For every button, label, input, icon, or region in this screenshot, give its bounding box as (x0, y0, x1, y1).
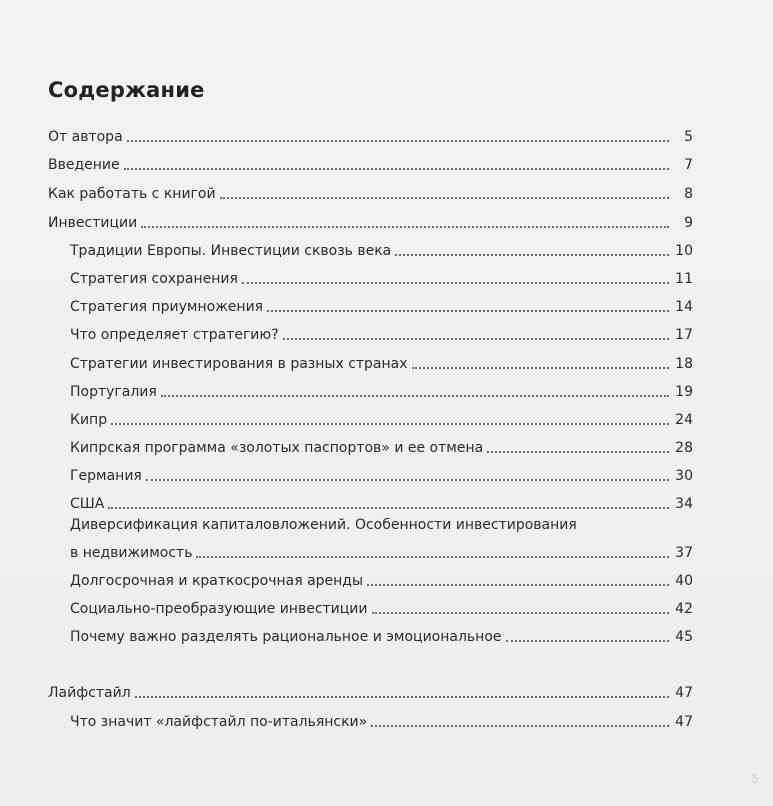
toc-entry-page: 30 (675, 468, 693, 484)
toc-entry-title: Лайфстайл (48, 685, 131, 701)
toc-leader-dots (371, 724, 669, 727)
toc-entry-title: в недвижимость (70, 545, 193, 561)
toc-leader-dots (127, 139, 669, 142)
toc-leader-dots (267, 309, 669, 312)
toc-leader-dots (196, 555, 669, 558)
toc-entry-page: 14 (675, 299, 693, 315)
toc-entry-page: 8 (684, 186, 693, 202)
toc-entry-title: Долгосрочная и краткосрочная аренды (70, 573, 364, 589)
toc-entry-title: Стратегия сохранения (70, 271, 238, 287)
toc-subentry (70, 596, 693, 618)
toc-subentry (70, 568, 693, 590)
toc-entry-page: 17 (675, 327, 693, 343)
toc-leader-dots (367, 583, 669, 586)
toc-subentry (70, 540, 693, 562)
toc-entry-page: 45 (675, 629, 693, 645)
toc-subentry (70, 379, 693, 401)
toc-leader-dots (220, 196, 669, 199)
toc-entry-page: 11 (675, 271, 693, 287)
toc-entry-page: 19 (675, 384, 693, 400)
toc-entry-page: 47 (675, 685, 693, 701)
toc-entry (48, 181, 693, 203)
toc-subentry (70, 709, 693, 731)
toc-subentry (70, 294, 693, 316)
toc-leader-dots (412, 366, 669, 369)
toc-entry-page: 47 (675, 714, 693, 730)
toc-leader-dots (395, 253, 669, 256)
toc-entry (48, 124, 693, 146)
toc-entry-page: 5 (684, 129, 693, 145)
toc-entry (48, 210, 693, 232)
toc-leader-dots (124, 167, 669, 170)
toc-leader-dots (146, 478, 669, 481)
toc-entry-title: Традиции Европы. Инвестиции сквозь века (70, 243, 392, 259)
toc-subentry (70, 322, 693, 344)
toc-entry-title: Что определяет стратегию? (70, 327, 279, 343)
toc-leader-dots (161, 394, 669, 397)
toc-entry-page: 18 (675, 356, 693, 372)
page-number: 5 (751, 772, 759, 786)
toc-subentry (70, 266, 693, 288)
toc-subentry (70, 351, 693, 373)
toc-subentry (70, 491, 693, 513)
toc-entry-page: 37 (675, 545, 693, 561)
toc-leader-dots (141, 225, 669, 228)
toc-entry-title: Социально-преобразующие инвестиции (70, 601, 368, 617)
toc-entry-page: 10 (675, 243, 693, 259)
toc-subentry (70, 407, 693, 429)
toc-entry-title: Стратегии инвестирования в разных странах (70, 356, 408, 372)
toc-leader-dots (135, 695, 669, 698)
page-title: Содержание (48, 78, 205, 102)
toc-entry-title: Кипр (70, 412, 108, 428)
toc-entry-page: 24 (675, 412, 693, 428)
toc-entry-page: 28 (675, 440, 693, 456)
toc-entry-title: Почему важно разделять рациональное и эмоциональное (70, 629, 502, 645)
toc-leader-dots (487, 450, 669, 453)
toc-entry-title: Как работать с книгой (48, 186, 216, 202)
toc-entry-title-line1: Диверсификация капиталовложений. Особенности инвестирования (70, 517, 577, 533)
toc-entry-title: Португалия (70, 384, 157, 400)
toc-leader-dots (242, 281, 669, 284)
toc-leader-dots (506, 639, 669, 642)
toc-entry-page: 40 (675, 573, 693, 589)
toc-subentry (70, 435, 693, 457)
toc-entry-title: Германия (70, 468, 142, 484)
toc-entry (48, 152, 693, 174)
toc-entry-page: 9 (684, 215, 693, 231)
toc-entry-title: Что значит «лайфстайл по-итальянски» (70, 714, 368, 730)
toc-entry-page: 7 (684, 157, 693, 173)
toc-entry (48, 680, 693, 702)
toc-leader-dots (372, 611, 670, 614)
toc-leader-dots (111, 422, 669, 425)
toc-subentry (70, 463, 693, 485)
toc-subentry (70, 238, 693, 260)
toc-entry-title: От автора (48, 129, 123, 145)
toc-entry-page: 42 (675, 601, 693, 617)
toc-leader-dots (283, 337, 669, 340)
toc-entry-page: 34 (675, 496, 693, 512)
toc-subentry (70, 624, 693, 646)
toc-entry-title: Стратегия приумножения (70, 299, 264, 315)
toc-entry-title: Кипрская программа «золотых паспортов» и ее отмена (70, 440, 484, 456)
toc-entry-title: Введение (48, 157, 120, 173)
toc-entry-title: США (70, 496, 105, 512)
toc-entry-title: Инвестиции (48, 215, 138, 231)
toc-leader-dots (108, 506, 669, 509)
